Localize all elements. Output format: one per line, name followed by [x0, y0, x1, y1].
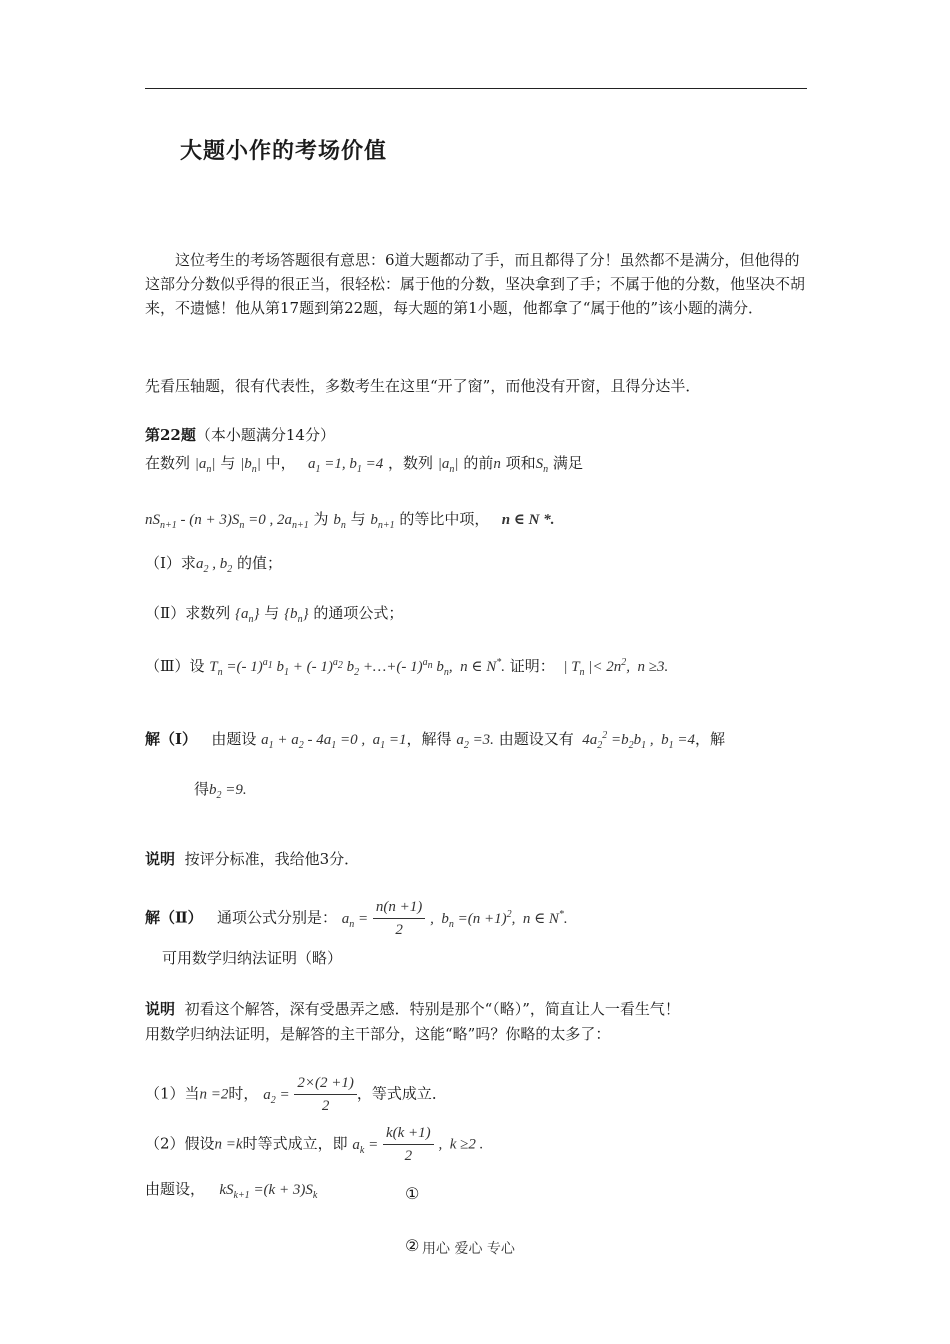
- note-1: [145, 848, 359, 869]
- formula-inequality: | $T_n$ |< $2n^2$, n ≥3.: [559, 657, 669, 678]
- question-3: [145, 655, 668, 678]
- formula-set-an: $\{a_n\}$: [234, 606, 260, 625]
- formula-an: $|a_n|$: [437, 456, 459, 475]
- formula-n-eq-k: n =k: [214, 1136, 243, 1153]
- formula-ksk: $kS_{k+1} =(k + 3)S_k$: [219, 1182, 318, 1201]
- solution-2-line-1: [145, 896, 568, 941]
- fraction-an: $\frac{n(n +1)}{2}$: [373, 896, 425, 941]
- problem-header: [145, 424, 335, 445]
- equation-marker-2: ②: [405, 1236, 420, 1255]
- text-segment: （Ⅰ）求: [145, 554, 196, 572]
- text-segment: 的通项公式；: [313, 604, 404, 622]
- question-2: [145, 602, 403, 625]
- formula-k-ge-2: , k ≥2 .: [438, 1136, 484, 1153]
- formula-n: n: [493, 456, 501, 472]
- note-2-line-2: 用数学归纳法证明，是解答的主干部分，这能“略”吗？你略的太多了：: [145, 1025, 611, 1043]
- fraction-ak: $\frac{k(k +1)}{2}$: [383, 1122, 434, 1167]
- note-text: 按评分标准，我给他3分．: [184, 850, 360, 868]
- text-segment: 由题设: [211, 730, 257, 748]
- solution-2-line-2: 可用数学归纳法证明（略）: [162, 949, 343, 967]
- text-segment: （Ⅲ）设: [145, 657, 205, 675]
- problem-line-1: [145, 452, 583, 475]
- formula-a2-b2: $a_2$ , $b_2$: [195, 556, 233, 575]
- text-segment: 中，: [265, 454, 296, 472]
- formula-recurrence: $nS_{n+1} - (n + 3)S_n =0$ , $2a_{n+1}$: [145, 512, 309, 531]
- formula-an: $|a_n|$: [194, 456, 216, 475]
- equation-marker-1: ①: [405, 1184, 420, 1203]
- formula-initial-values: $a_1 =1$, $b_1 =4$: [300, 456, 384, 475]
- lead-paragraph: 先看压轴题，很有代表性，多数考生在这里“开了窗”，而他没有开窗，且得分达半．: [145, 377, 701, 395]
- formula-set-bn: $\{b_n\}$: [284, 606, 309, 625]
- text-segment: 与: [220, 454, 236, 472]
- problem-number: 第22题: [145, 426, 196, 444]
- text-segment: 时，: [228, 1084, 259, 1103]
- proof-step-1: [145, 1072, 447, 1117]
- text-segment: 时等式成立，即: [242, 1134, 348, 1153]
- text-segment: 通项公式分别是：: [216, 908, 337, 927]
- problem-score-note: （本小题满分14分）: [195, 426, 335, 444]
- formula-bn1: $b_{n+1}$: [370, 512, 395, 531]
- text-segment: 由题设，: [145, 1180, 206, 1198]
- formula-bn-general: , $b_n =(n +1)^2$, n ∈ N*.: [430, 908, 568, 930]
- text-segment: 与: [264, 604, 280, 622]
- formula-sol1-a: $a_1 + a_2 - 4a_1 =0$ , $a_1 =1$: [261, 732, 407, 751]
- proof-step-3: [145, 1178, 317, 1201]
- text-segment: 的值；: [236, 554, 282, 572]
- text-segment: 的等比中项，: [399, 510, 490, 528]
- text-segment: ，等式成立．: [356, 1084, 447, 1103]
- text-segment: 由题设又有: [498, 730, 574, 748]
- text-segment: （2）假设: [145, 1134, 215, 1153]
- text-segment: 满足: [552, 454, 583, 472]
- formula-sol1-b: $4a_2^2 =b_2b_1$ , $b_1 =4$: [578, 730, 696, 751]
- solution-label: 解（Ⅱ）: [145, 908, 203, 927]
- formula-b2: $b_2 =9$.: [209, 782, 247, 801]
- text-segment: 得: [194, 780, 210, 798]
- note-label: 说明: [145, 850, 176, 868]
- solution-label: 解（Ⅰ）: [145, 730, 198, 748]
- question-1: [145, 552, 282, 575]
- note-text: 初看这个解答，深有受愚弄之感．特别是那个“（略）”，简直让人一看生气！: [184, 1000, 680, 1018]
- formula-an-general: $a_n$ =: [341, 910, 369, 930]
- text-segment: ，解: [695, 730, 726, 748]
- text-segment: 与: [350, 510, 366, 528]
- text-segment: 为: [313, 510, 329, 528]
- text-segment: ，解得: [406, 730, 452, 748]
- text-segment: 在数列: [145, 454, 191, 472]
- intro-paragraph: 这位考生的考场答题很有意思：6道大题都动了手，而且都得了分！虽然都不是满分，但他得的这部分分数似乎得的很正当，很轻松：属于他的分数，坚决拿到了手；不属于他的分数，他坚决不胡来，不遗憾！他从第17题到第22题，每大题的第1小题，他都拿了“属于他的”该小题的满分．: [145, 251, 806, 317]
- note-2-line-1: [145, 998, 680, 1019]
- problem-line-2: [145, 508, 555, 531]
- text-segment: 的前: [463, 454, 494, 472]
- formula-a2: $a_2 =3$.: [456, 732, 494, 751]
- solution-1-line-2: [194, 778, 247, 801]
- text-segment: （Ⅱ）求数列: [145, 604, 231, 622]
- formula-tn: $T_n$ =(- 1)$^{a_1}$ $b_1$ + (- 1)$^{a_2}$ $b_2$ +…+(- 1)$^{a_n}$ $b_n$, n ∈ N*.: [209, 657, 505, 678]
- note-label: 说明: [145, 1000, 176, 1018]
- formula-ak-eq: $a_k$ =: [352, 1136, 379, 1156]
- text-segment: ，数列: [387, 454, 433, 472]
- page-title: 大题小作的考场价值: [180, 139, 388, 164]
- proof-step-2: [145, 1122, 483, 1167]
- text-segment: 证明：: [509, 657, 555, 675]
- formula-bn: $|b_n|$: [240, 456, 261, 475]
- page-footer: 用心 爱心 专心: [422, 1241, 515, 1257]
- formula-a2-eq: $a_2$ =: [263, 1086, 290, 1106]
- text-segment: （1）当: [145, 1084, 200, 1103]
- fraction-a2: $\frac{2\times(2 +1)}{2}$: [294, 1072, 356, 1117]
- header-rule: [145, 88, 807, 89]
- text-segment: 项和: [505, 454, 536, 472]
- formula-bn: $b_n$: [333, 512, 346, 531]
- formula-n-in-N: n ∈ N *.: [494, 512, 555, 528]
- formula-n-eq-2: n =2: [199, 1086, 229, 1103]
- solution-1-line-1: [145, 728, 725, 751]
- formula-sn: $S_n$: [535, 456, 549, 475]
